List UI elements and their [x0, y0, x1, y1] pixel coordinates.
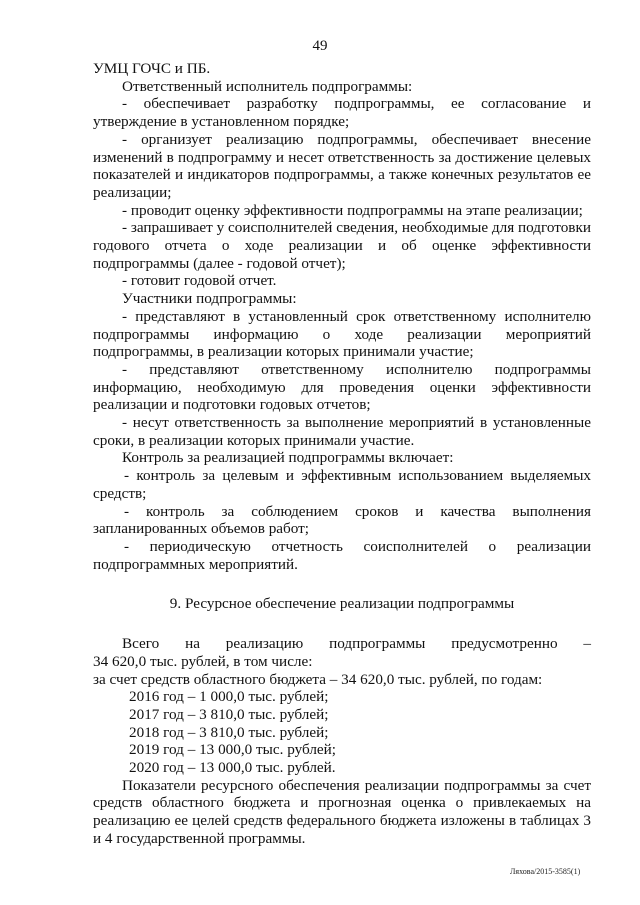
list-item: - представляют ответственному исполнителю подпрограммы информацию, необходимую для проведения оценки эффективности реализации и подготовки годовых отчетов;	[93, 360, 591, 414]
year-funding-item: 2018 год – 3 810,0 тыс. рублей;	[129, 723, 329, 741]
page-number: 49	[312, 38, 328, 54]
document-body	[93, 60, 591, 848]
list-item: - контроль за целевым и эффективным использованием выделяемых средств;	[93, 467, 591, 502]
list-item: - запрашивает у соисполнителей сведения, необходимые для подготовки годового отчета о ходе реализации и об оценке эффективности подпрограммы (далее - годовой отчет);	[93, 219, 591, 272]
list-item: - готовит годовой отчет.	[122, 272, 277, 290]
regional-budget-line: за счет средств областного бюджета – 34 620,0 тыс. рублей, по годам:	[93, 670, 543, 688]
paragraph-organization: УМЦ ГОЧС и ПБ.	[93, 60, 211, 77]
list-item: - представляют в установленный срок ответственному исполнителю подпрограммы информацию о ходе реализации мероприятий подпрограммы, в реализации которых принимали участие;	[93, 307, 591, 361]
footer-document-code: Ляхова/2015-3585(1)	[510, 867, 581, 876]
list-item: - организует реализацию подпрограммы, обеспечивает внесение изменений в подпрограмму и несет ответственность за достижение целевых показателей и индикаторов подпрограммы, а также конечных результатов ее реализации;	[93, 130, 591, 201]
section-heading: 9. Ресурсное обеспечение реализации подпрограммы	[169, 595, 515, 613]
list-item: - несут ответственность за выполнение мероприятий в установленные сроки, в реализации которых принимали участие.	[93, 414, 591, 449]
year-funding-item: 2017 год – 3 810,0 тыс. рублей;	[129, 705, 329, 723]
paragraph-control-heading: Контроль за реализацией подпрограммы включает:	[122, 449, 454, 467]
year-funding-item: 2016 год – 1 000,0 тыс. рублей;	[129, 688, 329, 706]
total-funding-amount: 34 620,0 тыс. рублей, в том числе:	[93, 652, 313, 670]
year-funding-item: 2020 год – 13 000,0 тыс. рублей.	[129, 759, 336, 777]
paragraph-closing: Показатели ресурсного обеспечения реализации подпрограммы за счет средств областного бюджета и прогнозная оценка о привлекаемых на реализацию ее целей средств федерального бюджета изложены в таблицах 3 и 4 государственной программы.	[93, 776, 591, 847]
list-item: - проводит оценку эффективности подпрограммы на этапе реализации;	[122, 201, 583, 219]
list-item: - обеспечивает разработку подпрограммы, ее согласование и утверждение в установленном порядке;	[93, 95, 591, 131]
total-funding-line: Всего на реализацию подпрограммы предусмотренно –	[122, 635, 591, 653]
year-funding-item: 2019 год – 13 000,0 тыс. рублей;	[129, 741, 337, 759]
paragraph-responsible-heading: Ответственный исполнитель подпрограммы:	[122, 77, 413, 95]
list-item: - контроль за соблюдением сроков и качества выполнения запланированных объемов работ;	[93, 502, 591, 538]
list-item: - периодическую отчетность соисполнителей о реализации подпрограммных мероприятий.	[93, 537, 591, 573]
paragraph-participants-heading: Участники подпрограммы:	[122, 290, 297, 308]
